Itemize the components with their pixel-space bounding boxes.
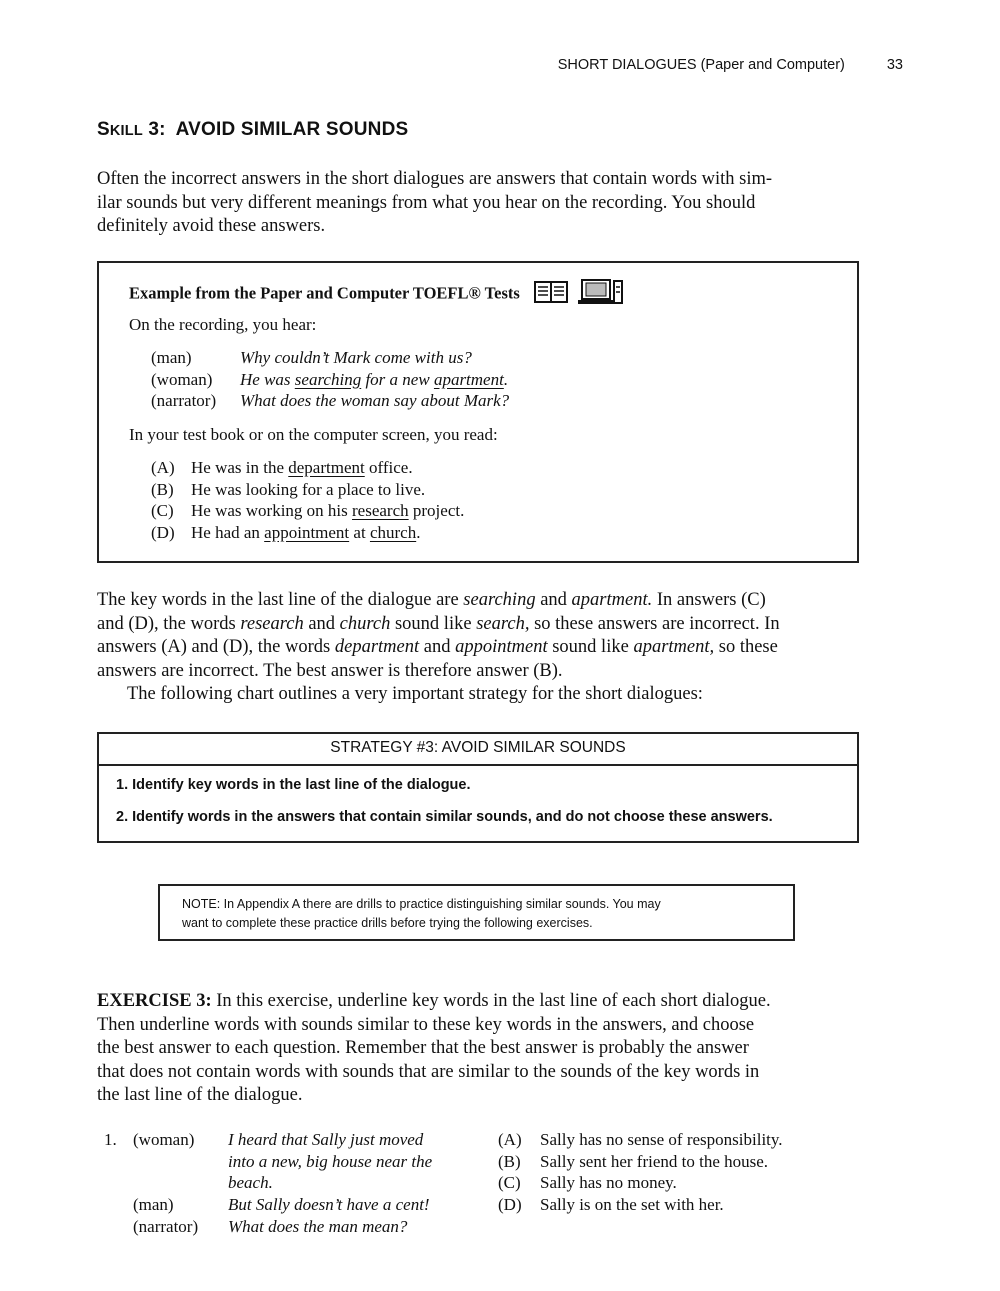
explanation-line: answers are incorrect. The best answer is therefore answer (B).: [97, 660, 563, 681]
speaker-label: (narrator): [133, 1217, 199, 1236]
answer-option: [151, 500, 464, 522]
paper-computer-icons: [534, 279, 624, 310]
dialogue-text: He was: [240, 369, 295, 389]
explanation-line: The key words in the last line of the dialogue are searching and apartment. In answers (C): [97, 590, 766, 610]
answer-letter: (A): [498, 1130, 522, 1149]
answer-letter: (C): [498, 1173, 521, 1192]
answer-letter: (B): [151, 479, 174, 499]
example-title-text: Example from the Paper and Computer TOEFL® Tests: [129, 283, 520, 303]
speaker-label: (woman): [133, 1130, 195, 1149]
dialogue-text: What does the woman say about Mark?: [240, 391, 510, 410]
question-answers: [498, 1129, 783, 1215]
example-box: [97, 261, 859, 563]
key-word: apartment: [433, 369, 504, 389]
exercise-line: the last line of the dialogue.: [97, 1085, 303, 1105]
dialogue-line: [151, 390, 509, 412]
explanation-paragraph: [97, 589, 862, 707]
book-computer-icon: [534, 279, 624, 305]
similar-word: department: [288, 458, 365, 477]
answer-letter: (A): [151, 458, 175, 477]
dialogue-line: [151, 369, 509, 391]
answer-option: [151, 479, 464, 501]
question-number: 1.: [104, 1130, 117, 1149]
speaker-label: (man): [151, 348, 192, 367]
skill-heading: [97, 119, 408, 141]
question-dialogue-woman: [228, 1129, 432, 1194]
skill-number: 3:: [148, 119, 166, 140]
answer-text: Sally has no sense of responsibility.: [540, 1130, 783, 1149]
dialogue-text: .: [503, 369, 509, 389]
speaker-label: (woman): [151, 369, 213, 389]
strategy-item: 1. Identify key words in the last line of the dialogue.: [116, 777, 471, 793]
note-line: want to complete these practice drills before trying the following exercises.: [182, 916, 593, 930]
skill-label-first: S: [97, 119, 110, 140]
dialogue-line: [151, 347, 509, 369]
example-answers: [151, 457, 464, 543]
strategy-box: [97, 732, 859, 843]
key-word: searching: [294, 369, 362, 389]
answer-option: [498, 1172, 783, 1194]
intro-paragraph: [97, 168, 862, 239]
dialogue-text: What does the man mean?: [228, 1217, 408, 1236]
answer-text: Sally sent her friend to the house.: [540, 1151, 769, 1171]
dialogue-text: for a new: [361, 369, 434, 389]
answer-text: He was looking for a place to live.: [191, 479, 426, 499]
strategy-item: 2. Identify words in the answers that contain similar sounds, and do not choose these answers.: [116, 809, 773, 825]
answer-text: He was in the: [191, 458, 289, 477]
answer-letter: (B): [498, 1151, 521, 1171]
running-title: SHORT DIALOGUES (Paper and Computer): [557, 57, 845, 73]
dialogue-text: Why couldn’t Mark come with us?: [240, 348, 472, 367]
answer-option: [498, 1151, 783, 1173]
answer-text: office.: [364, 458, 413, 477]
exercise-instructions: [97, 990, 862, 1108]
speaker-label: (narrator): [151, 391, 217, 410]
intro-line: Often the incorrect answers in the short dialogues are answers that contain words with sim-: [97, 169, 773, 189]
exercise-line: the best answer to each question. Remember that the best answer is probably the answer: [97, 1038, 749, 1058]
running-header: [558, 57, 903, 73]
answer-text: project.: [408, 501, 465, 520]
answer-text: Sally is on the set with her.: [540, 1194, 724, 1214]
answer-letter: (D): [498, 1194, 522, 1214]
dialogue-text: beach.: [228, 1173, 273, 1192]
exercise-label: EXERCISE 3:: [97, 991, 212, 1011]
example-dialogue: [151, 347, 509, 412]
answer-option: [498, 1129, 783, 1151]
intro-line: definitely avoid these answers.: [97, 216, 326, 236]
dialogue-text: into a new, big house near the: [228, 1151, 433, 1171]
skill-label-rest: KILL: [109, 123, 143, 139]
answer-text: at: [349, 522, 370, 542]
note-line: NOTE: In Appendix A there are drills to practice distinguishing similar sounds. You may: [182, 897, 661, 911]
answer-letter: (C): [151, 501, 174, 520]
explanation-line: The following chart outlines a very important strategy for the short dialogues:: [127, 684, 703, 704]
answer-text: He was working on his: [191, 501, 353, 520]
answer-option: [151, 457, 464, 479]
strategy-heading: STRATEGY #3: AVOID SIMILAR SOUNDS: [99, 734, 857, 766]
answer-option: [498, 1194, 783, 1216]
skill-title: AVOID SIMILAR SOUNDS: [175, 119, 409, 140]
exercise-line: EXERCISE 3: In this exercise, underline key words in the last line of each short dialogue.: [97, 991, 771, 1011]
similar-word: appointment: [264, 522, 350, 542]
similar-word: church: [369, 522, 417, 542]
answer-text: .: [416, 522, 421, 542]
exercise-line: that does not contain words with sounds that are similar to the sounds of the key words in: [97, 1061, 760, 1082]
hear-label: On the recording, you hear:: [129, 315, 317, 334]
note-box: [158, 884, 795, 941]
page-number: 33: [886, 57, 903, 73]
answer-letter: (D): [151, 522, 175, 542]
explanation-line: and (D), the words research and church sound like search, so these answers are incorrect. In: [97, 613, 780, 634]
exercise-line: Then underline words with sounds similar to these key words in the answers, and choose: [97, 1014, 755, 1035]
read-label: In your test book or on the computer screen, you read:: [129, 425, 498, 444]
answer-text: Sally has no money.: [540, 1173, 677, 1192]
intro-line: ilar sounds but very different meanings from what you hear on the recording. You should: [97, 192, 756, 213]
speaker-label: (man): [133, 1195, 174, 1214]
explanation-line: answers (A) and (D), the words department and appointment sound like apartment, so these: [97, 637, 778, 657]
dialogue-text: I heard that Sally just moved: [228, 1130, 424, 1149]
answer-option: [151, 522, 464, 544]
example-title: [129, 279, 624, 310]
dialogue-text: But Sally doesn’t have a cent!: [228, 1195, 430, 1214]
similar-word: research: [352, 501, 409, 520]
answer-text: He had an: [191, 522, 265, 542]
question-dialogue-man: [228, 1194, 430, 1216]
question-dialogue-narrator: [228, 1216, 407, 1238]
